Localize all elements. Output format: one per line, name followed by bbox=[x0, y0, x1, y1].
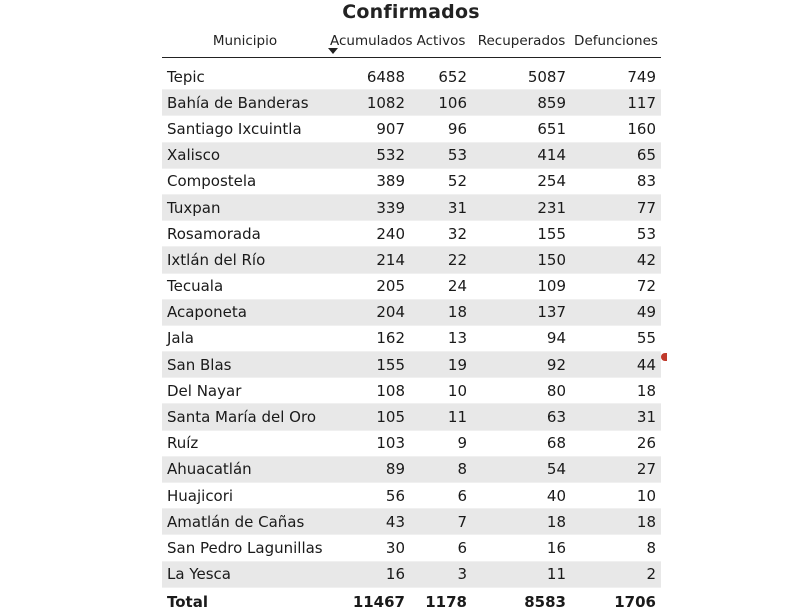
column-header-recuperados[interactable]: Recuperados bbox=[472, 25, 571, 58]
scroll-marker[interactable] bbox=[661, 353, 667, 361]
table-row[interactable] bbox=[162, 509, 661, 535]
cell-activos: 106 bbox=[410, 90, 472, 116]
cell-acumulados: 16 bbox=[328, 561, 410, 587]
cell-activos: 10 bbox=[410, 378, 472, 404]
cell-acumulados: 105 bbox=[328, 404, 410, 430]
table-row[interactable] bbox=[162, 221, 661, 247]
cell-recuperados: 150 bbox=[472, 247, 571, 273]
table-row[interactable] bbox=[162, 378, 661, 404]
column-header-municipio[interactable]: Municipio bbox=[162, 25, 328, 58]
cell-activos: 18 bbox=[410, 299, 472, 325]
cell-acumulados: 205 bbox=[328, 273, 410, 299]
table-row[interactable] bbox=[162, 90, 661, 116]
table-row[interactable] bbox=[162, 430, 661, 456]
cell-acumulados: 240 bbox=[328, 221, 410, 247]
cell-municipio: Compostela bbox=[162, 168, 328, 194]
table-row[interactable] bbox=[162, 247, 661, 273]
cell-municipio: Ixtlán del Río bbox=[162, 247, 328, 273]
cell-activos: 3 bbox=[410, 561, 472, 587]
header-row bbox=[162, 25, 661, 58]
column-header-acumulados[interactable]: Acumulados bbox=[328, 25, 410, 58]
cell-municipio: San Pedro Lagunillas bbox=[162, 535, 328, 561]
cell-acumulados: 339 bbox=[328, 194, 410, 220]
cell-recuperados: 254 bbox=[472, 168, 571, 194]
cell-defunciones: 31 bbox=[571, 404, 661, 430]
cell-recuperados: 16 bbox=[472, 535, 571, 561]
total-recuperados: 8583 bbox=[472, 587, 571, 616]
table-row[interactable] bbox=[162, 561, 661, 587]
cell-defunciones: 8 bbox=[571, 535, 661, 561]
cell-activos: 52 bbox=[410, 168, 472, 194]
cell-recuperados: 651 bbox=[472, 116, 571, 142]
cell-recuperados: 231 bbox=[472, 194, 571, 220]
cell-defunciones: 49 bbox=[571, 299, 661, 325]
cell-acumulados: 155 bbox=[328, 352, 410, 378]
cell-acumulados: 6488 bbox=[328, 64, 410, 90]
table-row[interactable] bbox=[162, 325, 661, 351]
cell-municipio: Amatlán de Cañas bbox=[162, 509, 328, 535]
cell-recuperados: 5087 bbox=[472, 64, 571, 90]
cell-municipio: Tuxpan bbox=[162, 194, 328, 220]
cell-defunciones: 42 bbox=[571, 247, 661, 273]
cell-recuperados: 40 bbox=[472, 483, 571, 509]
cell-defunciones: 83 bbox=[571, 168, 661, 194]
cell-defunciones: 117 bbox=[571, 90, 661, 116]
cell-recuperados: 155 bbox=[472, 221, 571, 247]
table-row[interactable] bbox=[162, 168, 661, 194]
cell-defunciones: 26 bbox=[571, 430, 661, 456]
cell-municipio: Xalisco bbox=[162, 142, 328, 168]
cell-recuperados: 137 bbox=[472, 299, 571, 325]
cell-defunciones: 18 bbox=[571, 378, 661, 404]
cell-recuperados: 63 bbox=[472, 404, 571, 430]
table-row[interactable] bbox=[162, 456, 661, 482]
cell-activos: 22 bbox=[410, 247, 472, 273]
cell-defunciones: 10 bbox=[571, 483, 661, 509]
cell-recuperados: 80 bbox=[472, 378, 571, 404]
cell-acumulados: 56 bbox=[328, 483, 410, 509]
table-row[interactable] bbox=[162, 404, 661, 430]
table-row[interactable] bbox=[162, 116, 661, 142]
cell-municipio: Ruíz bbox=[162, 430, 328, 456]
cell-recuperados: 54 bbox=[472, 456, 571, 482]
cell-municipio: Acaponeta bbox=[162, 299, 328, 325]
cell-activos: 13 bbox=[410, 325, 472, 351]
cell-acumulados: 907 bbox=[328, 116, 410, 142]
cell-activos: 6 bbox=[410, 483, 472, 509]
cell-defunciones: 160 bbox=[571, 116, 661, 142]
cell-municipio: Del Nayar bbox=[162, 378, 328, 404]
cell-activos: 6 bbox=[410, 535, 472, 561]
total-label: Total bbox=[162, 587, 328, 616]
cell-recuperados: 414 bbox=[472, 142, 571, 168]
cell-defunciones: 749 bbox=[571, 64, 661, 90]
table-row[interactable] bbox=[162, 64, 661, 90]
cell-activos: 652 bbox=[410, 64, 472, 90]
cell-acumulados: 103 bbox=[328, 430, 410, 456]
cell-defunciones: 27 bbox=[571, 456, 661, 482]
cell-municipio: Santiago Ixcuintla bbox=[162, 116, 328, 142]
table-row[interactable] bbox=[162, 352, 661, 378]
total-acumulados: 11467 bbox=[328, 587, 410, 616]
cell-activos: 19 bbox=[410, 352, 472, 378]
cell-activos: 8 bbox=[410, 456, 472, 482]
cell-acumulados: 43 bbox=[328, 509, 410, 535]
cell-acumulados: 204 bbox=[328, 299, 410, 325]
cell-defunciones: 2 bbox=[571, 561, 661, 587]
cell-municipio: Tepic bbox=[162, 64, 328, 90]
cell-activos: 96 bbox=[410, 116, 472, 142]
cell-defunciones: 72 bbox=[571, 273, 661, 299]
cell-recuperados: 859 bbox=[472, 90, 571, 116]
cell-municipio: La Yesca bbox=[162, 561, 328, 587]
cell-municipio: Rosamorada bbox=[162, 221, 328, 247]
cell-activos: 7 bbox=[410, 509, 472, 535]
table-row[interactable] bbox=[162, 142, 661, 168]
cell-activos: 32 bbox=[410, 221, 472, 247]
total-defunciones: 1706 bbox=[571, 587, 661, 616]
cell-acumulados: 532 bbox=[328, 142, 410, 168]
cell-activos: 11 bbox=[410, 404, 472, 430]
cell-activos: 24 bbox=[410, 273, 472, 299]
column-header-activos[interactable]: Activos bbox=[410, 25, 472, 58]
cell-municipio: San Blas bbox=[162, 352, 328, 378]
table-row[interactable] bbox=[162, 483, 661, 509]
cell-acumulados: 162 bbox=[328, 325, 410, 351]
cell-activos: 31 bbox=[410, 194, 472, 220]
cell-recuperados: 68 bbox=[472, 430, 571, 456]
cell-acumulados: 214 bbox=[328, 247, 410, 273]
cell-acumulados: 1082 bbox=[328, 90, 410, 116]
cell-municipio: Ahuacatlán bbox=[162, 456, 328, 482]
total-activos: 1178 bbox=[410, 587, 472, 616]
cell-municipio: Jala bbox=[162, 325, 328, 351]
cell-acumulados: 389 bbox=[328, 168, 410, 194]
cell-recuperados: 18 bbox=[472, 509, 571, 535]
table-title: Confirmados bbox=[342, 1, 480, 23]
cell-municipio: Bahía de Banderas bbox=[162, 90, 328, 116]
cell-acumulados: 30 bbox=[328, 535, 410, 561]
cell-municipio: Santa María del Oro bbox=[162, 404, 328, 430]
cell-municipio: Huajicori bbox=[162, 483, 328, 509]
cell-defunciones: 44 bbox=[571, 352, 661, 378]
cell-defunciones: 65 bbox=[571, 142, 661, 168]
column-header-defunciones[interactable]: Defunciones bbox=[571, 25, 661, 58]
total-row bbox=[162, 587, 661, 616]
cell-municipio: Tecuala bbox=[162, 273, 328, 299]
cell-acumulados: 89 bbox=[328, 456, 410, 482]
table-body bbox=[162, 58, 661, 588]
cell-defunciones: 53 bbox=[571, 221, 661, 247]
table-row[interactable] bbox=[162, 194, 661, 220]
cell-recuperados: 92 bbox=[472, 352, 571, 378]
cell-acumulados: 108 bbox=[328, 378, 410, 404]
table-row[interactable] bbox=[162, 299, 661, 325]
cell-activos: 53 bbox=[410, 142, 472, 168]
cell-recuperados: 109 bbox=[472, 273, 571, 299]
cell-recuperados: 11 bbox=[472, 561, 571, 587]
cell-defunciones: 18 bbox=[571, 509, 661, 535]
cell-activos: 9 bbox=[410, 430, 472, 456]
cell-recuperados: 94 bbox=[472, 325, 571, 351]
table-row[interactable] bbox=[162, 273, 661, 299]
data-table bbox=[162, 25, 661, 616]
cell-defunciones: 77 bbox=[571, 194, 661, 220]
table-row[interactable] bbox=[162, 535, 661, 561]
cell-defunciones: 55 bbox=[571, 325, 661, 351]
